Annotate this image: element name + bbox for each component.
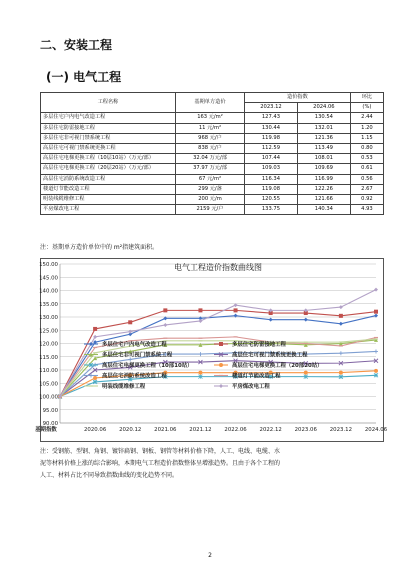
cell-index: 113.49	[297, 143, 350, 153]
cell-project-name: 平房煤改电工程	[41, 205, 176, 215]
x-tick-label: 2022.06	[224, 427, 247, 433]
data-point	[339, 351, 343, 355]
cell-unit-price: 37.97 万元/部	[176, 164, 245, 174]
cell-index: 132.01	[297, 123, 350, 133]
cell-project-name: 高层住宅可视门禁系统更换工程	[41, 143, 176, 153]
y-tick-label: 145.00	[39, 275, 58, 282]
cell-project-name: 多层住宅非可视门禁系统工程	[41, 133, 176, 143]
data-point	[163, 323, 167, 327]
data-point	[374, 349, 378, 353]
legend-label: 高层住宅电梯更换工程（10部10站）	[102, 363, 193, 369]
col-header-name: 工程名称	[41, 93, 176, 113]
cell-project-name: 明装线缆维修工程	[41, 194, 176, 204]
data-point	[93, 380, 97, 384]
x-tick-label: 2023.12	[329, 427, 353, 433]
cell-index: 116.99	[297, 174, 350, 184]
data-point	[339, 375, 343, 379]
x-tick-label: 2022.12	[259, 427, 282, 433]
legend-label: 楼道灯节能改造工程	[232, 373, 281, 380]
data-point	[374, 288, 378, 292]
cell-unit-price: 11 元/m²	[176, 123, 245, 133]
cell-index: 130.44	[245, 123, 298, 133]
cell-unit-price: 67 元/m²	[176, 174, 245, 184]
col-header-unit-price: 基期单方造价	[176, 93, 245, 113]
legend-marker	[219, 363, 223, 367]
cell-index: 120.55	[245, 194, 298, 204]
data-point	[374, 369, 378, 373]
data-point	[339, 305, 343, 309]
x-tick-label: 基期指数	[35, 427, 57, 433]
legend-label: 明装线缆维修工程	[102, 384, 146, 390]
data-point	[339, 322, 343, 326]
y-tick-label: 115.00	[39, 354, 58, 361]
table-note: 注：基期单方造价单位中的 m²指建筑面积。	[40, 244, 159, 251]
y-tick-label: 125.00	[39, 328, 58, 335]
cell-ratio: 2.67	[350, 184, 383, 194]
cell-project-name: 高层住宅消防系统改造工程	[41, 174, 176, 184]
analysis-note	[40, 446, 384, 482]
y-tick-label: 95.00	[42, 407, 58, 414]
cell-unit-price: 838 元/户	[176, 143, 245, 153]
cell-project-name: 多层住宅防雷接地工程	[41, 123, 176, 133]
y-tick-label: 150.00	[39, 262, 58, 268]
data-point	[339, 314, 343, 318]
cell-project-name: 楼道灯节能改造工程	[41, 184, 176, 194]
cell-project-name: 多层住宅户内电气改造工程	[41, 113, 176, 123]
cell-ratio: 0.53	[350, 154, 383, 164]
x-tick-label: 2020.12	[119, 427, 142, 433]
chart-title: 电气工程造价指数曲线图	[174, 263, 262, 272]
legend-label: 高层住宅消防系统改造工程	[102, 373, 167, 380]
cell-ratio: 0.92	[350, 194, 383, 204]
cell-project-name: 高层住宅电梯更换工程（10层10站）（万元/部）	[41, 154, 176, 164]
legend-label: 多层住宅户内电气改造工程	[102, 342, 167, 348]
cell-index: 107.44	[245, 154, 298, 164]
legend-label: 平房煤改电工程	[232, 384, 270, 390]
cell-index: 122.26	[297, 184, 350, 194]
cell-index: 121.36	[297, 133, 350, 143]
data-point	[163, 308, 167, 312]
cell-index: 119.98	[245, 133, 298, 143]
cell-unit-price: 968 元/户	[176, 133, 245, 143]
x-tick-label: 2023.06	[294, 427, 317, 433]
cell-index: 130.54	[297, 113, 350, 123]
x-tick-label: 2020.06	[83, 427, 107, 433]
legend-label: 多层住宅非可视门禁系统工程	[102, 352, 173, 359]
legend-label: 高层住宅电梯更换工程（20部20站）	[232, 363, 323, 369]
cell-index: 112.59	[245, 143, 298, 153]
col-header-period2: 2024.06	[297, 103, 350, 113]
col-header-index: 造价指数	[245, 93, 351, 103]
cell-ratio: 0.56	[350, 174, 383, 184]
data-point	[198, 371, 202, 375]
cell-index: 133.75	[245, 205, 298, 215]
x-tick-label: 2024.06	[364, 427, 388, 433]
y-tick-label: 90.00	[42, 421, 58, 427]
data-point	[198, 319, 202, 323]
x-tick-label: 2021.06	[154, 427, 177, 433]
page-number: 2	[208, 552, 212, 559]
y-tick-label: 100.00	[39, 394, 58, 401]
cell-ratio: 1.15	[350, 133, 383, 143]
analysis-note-line: 人工、材料占比不同导致指数曲线的变化趋势不同。	[40, 472, 179, 479]
data-point	[128, 320, 132, 324]
data-point	[198, 352, 202, 356]
data-point	[304, 375, 308, 379]
data-point	[198, 375, 202, 379]
cell-index: 121.66	[297, 194, 350, 204]
data-point	[234, 308, 238, 312]
cell-ratio: 2.44	[350, 113, 383, 123]
section-title: 二、安装工程	[40, 38, 113, 52]
legend-marker	[89, 363, 93, 367]
cell-index: 116.34	[245, 174, 298, 184]
data-point	[198, 308, 202, 312]
y-tick-label: 120.00	[39, 341, 58, 348]
col-header-ratio-unit: (%)	[350, 103, 383, 113]
cell-unit-price: 32.04 万元/部	[176, 154, 245, 164]
analysis-note-line: 泥等材料价格上涨的综合影响，本期电气工程造价指数整体呈增涨趋势。且由于各个工程的	[40, 460, 281, 467]
cell-project-name: 高层住宅电梯更换工程（20层20站）（万元/部）	[41, 164, 176, 174]
cell-ratio: 4.93	[350, 205, 383, 215]
y-tick-label: 135.00	[39, 301, 58, 308]
legend-marker	[219, 342, 223, 346]
y-tick-label: 140.00	[39, 288, 58, 295]
cell-unit-price: 2159 元/户	[176, 205, 245, 215]
cell-unit-price: 299 元/盏	[176, 184, 245, 194]
legend-label: 多层住宅防雷接地工程	[232, 342, 286, 348]
col-header-ratio: 环比	[350, 93, 383, 103]
cell-ratio: 0.80	[350, 143, 383, 153]
legend-label: 高层住宅可视门禁系统更换工程	[232, 352, 308, 359]
cell-index: 109.03	[245, 164, 298, 174]
data-point	[374, 310, 378, 314]
cell-index: 127.43	[245, 113, 298, 123]
data-point	[304, 318, 308, 322]
cell-index: 109.69	[297, 164, 350, 174]
x-tick-label: 2021.12	[189, 427, 212, 433]
subsection-title: (一) 电气工程	[46, 70, 122, 84]
data-point	[304, 371, 308, 375]
data-point	[339, 371, 343, 375]
y-tick-label: 110.00	[39, 368, 58, 374]
data-point	[374, 373, 378, 377]
cell-index: 108.01	[297, 154, 350, 164]
cell-index: 140.34	[297, 205, 350, 215]
cell-ratio: 0.61	[350, 164, 383, 174]
cell-ratio: 1.20	[350, 123, 383, 133]
y-tick-label: 105.00	[39, 381, 58, 388]
col-header-period1: 2023.12	[245, 103, 298, 113]
cell-unit-price: 163 元/m²	[176, 113, 245, 123]
data-point	[93, 376, 97, 380]
cell-index: 119.08	[245, 184, 298, 194]
data-point	[269, 318, 273, 322]
cell-unit-price: 200 元/m	[176, 194, 245, 204]
data-point	[93, 327, 97, 331]
legend-marker	[219, 384, 223, 388]
analysis-note-line: 注：受钢筋、型钢、角钢、镀锌扁钢、钢板、钢管等材料价格下降，人工、电线、电缆、水	[40, 448, 281, 455]
y-tick-label: 130.00	[39, 315, 58, 321]
